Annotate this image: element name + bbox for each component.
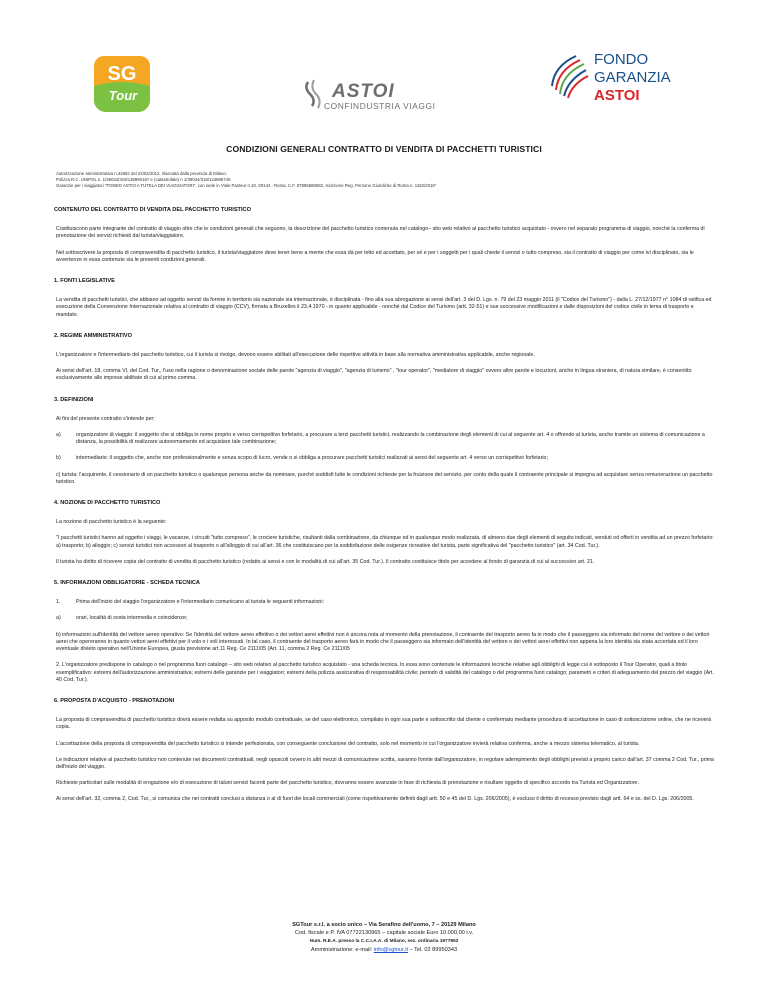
list-marker: a) xyxy=(56,615,61,622)
list-text: organizzatore di viaggio: il soggetto che si obbliga in nome proprio e verso corrispettivo forfetario, a procurare a terzi pacchetti turistici, realizzando la combinazione degli elementi di cui al seguente art. 4 o offrendo al turista, anche tramite un sistema di comunicazione a distanza, la possibilità di realizzare autonomamente ed acquistare tale combinazione; xyxy=(76,432,705,446)
footer-contact-label: Amministrazione: e-mail: xyxy=(310,947,374,954)
list-item xyxy=(56,432,716,446)
footer-company: SGTour s.r.l. a socio unico – Via Serafino dell'uomo, 7 – 20129 Milano xyxy=(292,922,476,928)
section-heading-5: 5. INFORMAZIONI OBBLIGATORIE - SCHEDA TECNICA xyxy=(54,580,200,587)
list-text: intermediario: il soggetto che, anche non professionalmente e senza scopo di lucro, vende o si obbliga a procurare pacchetti turistici realizzati ai sensi del seguente art. 4 verso un corrispettivo forfetario; xyxy=(76,455,548,462)
tour-logo-text: Tour xyxy=(108,88,138,103)
paragraph: Il turista ha diritto di ricevere copia del contratto di vendita di pacchetto turistico (redatto ai sensi e con le modalità di cui all'art. 35 Cod. Tur.). Il contratto costituisce titolo per accedere al fondo di garanzia di cui al successivo art. 21. xyxy=(56,558,595,565)
list-marker: 1. xyxy=(56,599,61,606)
section-heading-6: 6. PROPOSTA D'ACQUISTO - PRENOTAZIONI xyxy=(54,697,175,704)
sg-logo-text: SG xyxy=(107,63,137,85)
paragraph: L'organizzatore e l'intermediario del pacchetto turistico, cui il turista si rivolge, devono essere abilitati all'esecuzione delle rispettive attività in base alla normativa amministrativa applicabile, anche regionale. xyxy=(56,352,535,359)
paragraph: La proposta di compravendita di pacchetto turistico dovrà essere redatta su apposito modulo contrattuale, se del caso elettronico, compilato in ogni sua parte e sottoscritto dal cliente o confermato mediante procedura di accettazione in caso di sottoscrizione online, che ne riceverà copia. xyxy=(56,717,712,731)
section-heading-contenuto: CONTENUTO DEL CONTRATTO DI VENDITA DEL PACCHETTO TURISTICO xyxy=(54,207,251,213)
list-item xyxy=(56,599,716,606)
email-link[interactable]: info@sgtour.it xyxy=(373,947,409,954)
document-title: CONDIZIONI GENERALI CONTRATTO DI VENDITA DI PACCHETTI TURISTICI xyxy=(226,144,542,154)
paragraph: Ai fini del presente contratto s'intende per: xyxy=(56,415,155,422)
list-marker: a) xyxy=(56,432,61,439)
paragraph: L'accettazione della proposta di compravendita del pacchetto turistico si intende perfezionata, con conseguente conclusione del contratto, solo nel momento in cui l'organizzatore invierà relativa conferma, anche a mezzo sistema telematico, al turista. xyxy=(56,740,640,747)
confindustria-logo-text: CONFINDUSTRIA VIAGGI xyxy=(324,101,436,111)
paragraph: Richieste particolari sulle modalità di erogazione e/o di esecuzione di taluni servizi facenti parte del pacchetto turistico, dovranno essere avanzate in fase di richiesta di prenotazione e risultare oggetto di specifico accordo tra Turista ed Organizzatore. xyxy=(56,780,639,787)
section-heading-4: 4. NOZIONE DI PACCHETTO TURISTICO xyxy=(54,500,161,507)
list-marker: b) xyxy=(56,455,61,462)
list-item xyxy=(56,615,716,622)
list-item: b) informazioni sull'identità del vettore aereo operativo: Se l'identità del vettore aereo effettivo o dei vettori aerei effettivi non è ancora nota al momento della prenotazione, il contraente del trasporto aereo fa in modo che il passeggero sia informato del nome del vettore o dei vettori aerei che opereranno in quanto vettori aerei effettivi per il volo o i voli interessati. In tal caso, il contraente del trasporto aereo farà in modo che il passeggero sia informato dell'identità del vettore o dei vettori aerei effettivi non appena la loro identità sia stata accertata ed il loro eventuale divieto operativo nell'Unione Europea, giusta previsione art.11 Reg. Ce 2111\05 (Art. 11, comma 2 Reg. Ce 2111/05 xyxy=(56,631,710,653)
section-heading-3: 3. DEFINIZIONI xyxy=(54,396,94,403)
footer-phone: – Tel. 02 89950343 xyxy=(408,947,458,954)
paragraph: Ai sensi dell'art. 32, comma 2, Cod. Tur., si comunica che nei contratti conclusi a distanza o al di fuori dei locali commerciali (come rispettivamente definiti dagli artt. 50 e 45 del D. Lgs. 206/2005), è escluso il diritto di recesso previsto dagli artt. 64 e ss. del D. Lgs. 206/2005. xyxy=(56,796,694,803)
list-text: Prima dell'inizio del viaggio l'organizzatore e l'intermediario comunicano al turista le seguenti informazioni: xyxy=(76,599,324,606)
footer-rea: Num. R.E.A. presso la C.C.I.A.A. di Milano, sez. ordinaria 1977952 xyxy=(309,938,459,944)
garanzia-text: GARANZIA xyxy=(594,69,671,86)
insurance-line: Polizza R.C. UNIPOL n. 1/39034/319/136990167 e (catastrofale) n 1/39034/319/124885745 xyxy=(56,177,231,182)
fondo-text: FONDO xyxy=(594,51,649,68)
document-body xyxy=(56,207,716,813)
section-heading-1: 1. FONTI LEGISLATIVE xyxy=(54,278,115,285)
paragraph: La vendita di pacchetti turistici, che abbiano ad oggetto servizi da fornire in territorio sia nazionale sia internazionale, è disciplinata - fino alla sua abrogazione ai sensi dell'art. 3 del D. Lgs. n. 79 del 23 maggio 2011 (il "Codice del Turismo") - dalla L. 27/12/1977 n° 1084 di ratifica ed esecuzione della Convenzione Internazionale relativa al contratto di viaggio (CCV), firmata a Bruxelles il 23.4.1970 - in quanto applicabile - nonché dal Codice del Turismo (artt. 32-51) e sue successive modificazioni e dalle disposizioni del codice civile in tema di trasporto e mandato. xyxy=(56,297,712,318)
paragraph: "I pacchetti turistici hanno ad oggetto i viaggi, le vacanze, i circuiti "tutto compreso", le crociere turistiche, risultanti dalla combinazione, da chiunque ed in qualunque modo realizzata, di almeno due degli elementi di seguito indicati, venduti od offerti in vendita ad un prezzo forfetario: a) trasporto; b) alloggio; c) servizi turistici non accessori al trasporto o all'alloggio di cui all'art. 36 che costituiscano per la soddisfazione delle esigenze ricreative del turista, parte significativa del "pacchetto turistico" (art. 34 Cod. Tur.). xyxy=(56,535,714,549)
paragraph: Nel sottoscrivere la proposta di compravendita di pacchetto turistico, il turista/viaggiatore deve tener bene a mente che essa dà per letto ed accettato, per sé e per i soggetti per i quali chiede il servizi o tutto compreso, sia il contratto di viaggio per come ivi disciplinato, sia le avvertenze in essa contenute sia le presenti condizioni generali. xyxy=(56,249,694,263)
list-item: 2. L'organizzatore predispone in catalogo o nel programma fuori catalogo – sito web relativo al pacchetto turistico acquistato - una scheda tecnica. In essa sono contenute le informazioni tecniche relative agli obblighi di legge cui è sottoposto il Tour Operator, quali a titolo esemplificativo: estremi dell'autorizzazione amministrativa; estremi delle garanzie per i viaggiatori; estremi della polizza assicurativa di responsabilità civile; periodo di validità del catalogo o del programma fuori catalogo; parametri e criteri di adeguamento del prezzo del viaggio (Art. 40 Cod. Tur.). xyxy=(56,662,714,683)
section-heading-2: 2. REGIME AMMINISTRATIVO xyxy=(54,332,133,339)
fondo-astoi-text: ASTOI xyxy=(594,87,640,104)
astoi-logo xyxy=(302,78,474,112)
footer-contact xyxy=(0,946,768,954)
footer-fiscal: Cod. fiscale e P. IVA 07722130965 – capitale sociale Euro 10.000,00 i.v. xyxy=(294,930,474,937)
astoi-logo-text: ASTOI xyxy=(332,81,395,102)
authorization-block xyxy=(56,171,716,189)
paragraph: Ai sensi dell'art. 18, comma VI, del Cod. Tur., l'uso nella ragione o denominazione sociale delle parole "agenzia di viaggio", "agenzia di turismo" , "tour operator", "mediatore di viaggio" ovvero altre parole e locuzioni, anche in lingua straniera, di natura similare, è consentito esclusivamente alle imprese abilitate di cui al primo comma. xyxy=(56,368,692,382)
list-item: c) turista: l'acquirente, il cessionario di un pacchetto turistico o qualunque persona anche da nominare, purché soddisfi tutte le condizioni richieste per la fruizione del servizio, per conto della quale il contraente principale si impegna ad acquistare senza remunerazione un pacchetto turistico. xyxy=(56,471,713,485)
sg-tour-logo xyxy=(90,52,154,116)
authorization-line: Autorizzazione amministrativa n.32582 del 22/02/2012, rilasciata dalla provincia di Milano. xyxy=(56,171,228,176)
paragraph: Le indicazioni relative al pacchetto turistico non contenute nei documenti contrattuali, negli opuscoli ovvero in altri mezzi di comunicazione scritta, saranno fornite dall'organizzatore, in regolare adempimento degli obblighi previsti a proprio carico dall'art. 37 comma 2 Cod. Tur., prima dell'inizio del viaggio. xyxy=(56,756,715,770)
page-footer xyxy=(0,921,768,955)
list-item xyxy=(56,455,716,462)
paragraph: Costituiscono parte integrante del contratto di viaggio oltre che le condizioni generali che seguono, la descrizione del pacchetto turistico contenuta nel catalogo– sito web relativo al pacchetto turistico acquistato - ovvero nel separato programma di viaggio, nonché la conferma di prenotazione dei servizi richiesti dal turista/viaggiatore. xyxy=(56,226,705,240)
guarantee-line: Garanzie per i viaggiatori "FONDO ASTOI A TUTELA DEI VIAGGIATORI", con sede in Viale Pasteur n.10, 00144 - Roma, C.F. 97896580582, Iscrizione Reg. Persone Giuridiche di Roma n. 1162/2016" xyxy=(56,183,437,188)
paragraph: La nozione di pacchetto turistico è la seguente: xyxy=(56,519,167,526)
fondo-garanzia-logo xyxy=(546,46,706,108)
list-text: orari, località di sosta intermedia e coincidenze; xyxy=(76,615,188,622)
